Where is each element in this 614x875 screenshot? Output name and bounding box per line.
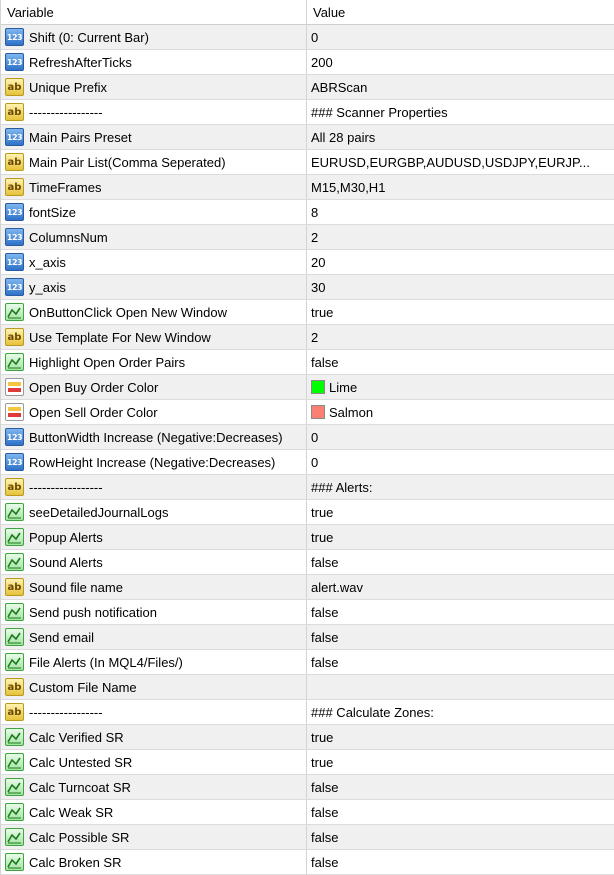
variable-value: ### Calculate Zones: [311, 704, 434, 720]
value-cell[interactable] [307, 50, 614, 74]
integer-type-icon: 123 [5, 128, 24, 146]
value-cell[interactable] [307, 25, 614, 49]
variable-name: File Alerts (In MQL4/Files/) [29, 654, 183, 670]
variable-cell [1, 650, 307, 674]
variable-cell [1, 600, 307, 624]
variable-value: 200 [311, 54, 333, 70]
color-swatch[interactable] [311, 405, 325, 419]
variable-value: M15,M30,H1 [311, 179, 386, 195]
input-row[interactable] [1, 775, 614, 800]
variable-name: RefreshAfterTicks [29, 54, 132, 70]
variable-value: true [311, 529, 334, 545]
variable-cell [1, 325, 307, 349]
variable-cell [1, 675, 307, 699]
variable-name: Open Buy Order Color [29, 379, 159, 395]
variable-value: false [311, 604, 339, 620]
input-row[interactable] [1, 250, 614, 275]
input-row[interactable] [1, 200, 614, 225]
input-row[interactable] [1, 100, 614, 125]
value-cell[interactable] [307, 425, 614, 449]
variable-cell [1, 775, 307, 799]
input-row[interactable] [1, 675, 614, 700]
input-row[interactable] [1, 75, 614, 100]
boolean-type-icon [5, 653, 24, 671]
variable-value: 20 [311, 254, 326, 270]
variable-cell [1, 550, 307, 574]
variable-cell [1, 825, 307, 849]
input-row[interactable] [1, 800, 614, 825]
variable-cell [1, 175, 307, 199]
variable-cell [1, 725, 307, 749]
value-cell[interactable] [307, 375, 614, 399]
variable-name: Sound Alerts [29, 554, 103, 570]
variable-cell [1, 425, 307, 449]
variable-cell [1, 575, 307, 599]
value-cell[interactable] [307, 200, 614, 224]
variable-value: false [311, 804, 339, 820]
variable-cell [1, 525, 307, 549]
variable-value: All 28 pairs [311, 129, 376, 145]
value-cell[interactable] [307, 625, 614, 649]
variable-value: true [311, 304, 334, 320]
variable-cell [1, 450, 307, 474]
value-cell[interactable] [307, 450, 614, 474]
variable-name: Shift (0: Current Bar) [29, 29, 149, 45]
variable-name: Sound file name [29, 579, 123, 595]
value-cell[interactable] [307, 700, 614, 724]
value-cell[interactable] [307, 75, 614, 99]
value-cell[interactable] [307, 550, 614, 574]
variable-cell [1, 200, 307, 224]
input-row[interactable] [1, 700, 614, 725]
color-type-icon [5, 403, 24, 421]
input-row[interactable] [1, 25, 614, 50]
variable-name: seeDetailedJournalLogs [29, 504, 169, 520]
value-cell[interactable] [307, 225, 614, 249]
input-row[interactable] [1, 400, 614, 425]
variable-cell [1, 625, 307, 649]
variable-name: Calc Turncoat SR [29, 779, 131, 795]
input-row[interactable] [1, 850, 614, 875]
value-cell[interactable] [307, 325, 614, 349]
variable-cell [1, 250, 307, 274]
variable-name: Calc Weak SR [29, 804, 114, 820]
variable-cell [1, 125, 307, 149]
variable-name: Highlight Open Order Pairs [29, 354, 186, 370]
value-cell[interactable] [307, 575, 614, 599]
string-type-icon: ab [5, 78, 24, 96]
string-type-icon: ab [5, 103, 24, 121]
input-row[interactable] [1, 350, 614, 375]
integer-type-icon: 123 [5, 53, 24, 71]
input-row[interactable] [1, 625, 614, 650]
value-cell[interactable] [307, 275, 614, 299]
value-cell[interactable] [307, 500, 614, 524]
input-row[interactable] [1, 50, 614, 75]
variable-name: Calc Verified SR [29, 729, 124, 745]
string-type-icon: ab [5, 703, 24, 721]
input-row[interactable] [1, 600, 614, 625]
variable-value: true [311, 754, 334, 770]
variable-cell [1, 800, 307, 824]
value-cell[interactable] [307, 800, 614, 824]
value-cell[interactable] [307, 350, 614, 374]
input-row[interactable] [1, 525, 614, 550]
variable-cell [1, 375, 307, 399]
value-cell[interactable] [307, 850, 614, 874]
string-type-icon: ab [5, 153, 24, 171]
boolean-type-icon [5, 603, 24, 621]
string-type-icon: ab [5, 178, 24, 196]
variable-name: Main Pair List(Comma Seperated) [29, 154, 226, 170]
variable-value: false [311, 354, 339, 370]
variable-value: false [311, 854, 339, 870]
value-cell[interactable] [307, 125, 614, 149]
variable-cell [1, 150, 307, 174]
input-row[interactable] [1, 375, 614, 400]
variable-name: Main Pairs Preset [29, 129, 132, 145]
boolean-type-icon [5, 778, 24, 796]
value-cell[interactable] [307, 475, 614, 499]
string-type-icon: ab [5, 578, 24, 596]
variable-value: Salmon [329, 404, 374, 420]
integer-type-icon: 123 [5, 28, 24, 46]
variable-name: Calc Untested SR [29, 754, 133, 770]
variable-name: TimeFrames [29, 179, 102, 195]
boolean-type-icon [5, 753, 24, 771]
input-row[interactable] [1, 450, 614, 475]
input-row[interactable] [1, 275, 614, 300]
integer-type-icon: 123 [5, 453, 24, 471]
variable-cell [1, 475, 307, 499]
input-row[interactable] [1, 125, 614, 150]
variable-column-header[interactable]: Variable [1, 0, 307, 24]
string-type-icon: ab [5, 678, 24, 696]
color-swatch[interactable] [311, 380, 325, 394]
variable-value: 2 [311, 329, 319, 345]
variable-value: false [311, 629, 339, 645]
variable-cell [1, 100, 307, 124]
value-cell[interactable] [307, 100, 614, 124]
variable-cell [1, 850, 307, 874]
variable-name: Open Sell Order Color [29, 404, 158, 420]
variable-name: fontSize [29, 204, 76, 220]
variable-value: 0 [311, 29, 319, 45]
value-cell[interactable] [307, 725, 614, 749]
variable-cell [1, 25, 307, 49]
integer-type-icon: 123 [5, 428, 24, 446]
value-cell[interactable] [307, 250, 614, 274]
integer-type-icon: 123 [5, 278, 24, 296]
value-cell[interactable] [307, 300, 614, 324]
variable-name: Send email [29, 629, 95, 645]
variable-value: false [311, 829, 339, 845]
variable-name: Send push notification [29, 604, 157, 620]
value-cell[interactable] [307, 675, 614, 699]
variable-name: Calc Possible SR [29, 829, 130, 845]
variable-name: ColumnsNum [29, 229, 108, 245]
variable-cell [1, 750, 307, 774]
input-row[interactable] [1, 750, 614, 775]
variable-value: true [311, 504, 334, 520]
variable-cell [1, 400, 307, 424]
value-cell[interactable] [307, 600, 614, 624]
string-type-icon: ab [5, 478, 24, 496]
variable-name: Unique Prefix [29, 79, 108, 95]
variable-name: ----------------- [29, 479, 103, 495]
input-row[interactable] [1, 225, 614, 250]
value-cell[interactable] [307, 175, 614, 199]
boolean-type-icon [5, 528, 24, 546]
variable-value: 30 [311, 279, 326, 295]
variable-name: ButtonWidth Increase (Negative:Decreases) [29, 429, 283, 445]
variable-value: 0 [311, 454, 319, 470]
input-row[interactable] [1, 550, 614, 575]
variable-name: ----------------- [29, 104, 103, 120]
color-type-icon [5, 378, 24, 396]
variable-value: ### Alerts: [311, 479, 373, 495]
boolean-type-icon [5, 628, 24, 646]
value-cell[interactable] [307, 825, 614, 849]
value-cell[interactable] [307, 775, 614, 799]
input-row[interactable] [1, 175, 614, 200]
value-cell[interactable] [307, 525, 614, 549]
boolean-type-icon [5, 303, 24, 321]
variable-value: 0 [311, 429, 319, 445]
variable-cell [1, 700, 307, 724]
input-row[interactable] [1, 725, 614, 750]
input-row[interactable] [1, 425, 614, 450]
variable-value: true [311, 729, 334, 745]
variable-name: Use Template For New Window [29, 329, 211, 345]
variable-name: y_axis [29, 279, 66, 295]
integer-type-icon: 123 [5, 203, 24, 221]
variable-cell [1, 350, 307, 374]
variable-value: 2 [311, 229, 319, 245]
variable-value: EURUSD,EURGBP,AUDUSD,USDJPY,EURJP... [311, 154, 590, 170]
variable-value: Lime [329, 379, 358, 395]
input-row[interactable] [1, 825, 614, 850]
input-row[interactable] [1, 650, 614, 675]
variable-value: false [311, 779, 339, 795]
variable-name: OnButtonClick Open New Window [29, 304, 227, 320]
input-row[interactable] [1, 575, 614, 600]
integer-type-icon: 123 [5, 228, 24, 246]
variable-value: alert.wav [311, 579, 364, 595]
variable-name: Calc Broken SR [29, 854, 122, 870]
variable-name: Popup Alerts [29, 529, 103, 545]
variable-cell [1, 275, 307, 299]
variable-cell [1, 50, 307, 74]
variable-value: false [311, 654, 339, 670]
boolean-type-icon [5, 728, 24, 746]
boolean-type-icon [5, 553, 24, 571]
boolean-type-icon [5, 803, 24, 821]
input-row[interactable] [1, 325, 614, 350]
value-cell[interactable] [307, 400, 614, 424]
variable-cell [1, 225, 307, 249]
value-cell[interactable] [307, 650, 614, 674]
value-cell[interactable] [307, 750, 614, 774]
input-row[interactable] [1, 475, 614, 500]
input-row[interactable] [1, 500, 614, 525]
boolean-type-icon [5, 503, 24, 521]
string-type-icon: ab [5, 328, 24, 346]
value-cell[interactable] [307, 150, 614, 174]
variable-name: Custom File Name [29, 679, 137, 695]
variable-value: ### Scanner Properties [311, 104, 448, 120]
variable-cell [1, 300, 307, 324]
integer-type-icon: 123 [5, 253, 24, 271]
variable-value: false [311, 554, 339, 570]
input-row[interactable] [1, 300, 614, 325]
grid-header [1, 0, 614, 25]
variable-cell [1, 500, 307, 524]
input-row[interactable] [1, 150, 614, 175]
variable-name: RowHeight Increase (Negative:Decreases) [29, 454, 276, 470]
variable-name: x_axis [29, 254, 66, 270]
boolean-type-icon [5, 828, 24, 846]
value-column-header[interactable]: Value [313, 4, 346, 20]
variable-name: ----------------- [29, 704, 103, 720]
variable-value: 8 [311, 204, 319, 220]
boolean-type-icon [5, 853, 24, 871]
variable-value: ABRScan [311, 79, 368, 95]
boolean-type-icon [5, 353, 24, 371]
variable-cell [1, 75, 307, 99]
